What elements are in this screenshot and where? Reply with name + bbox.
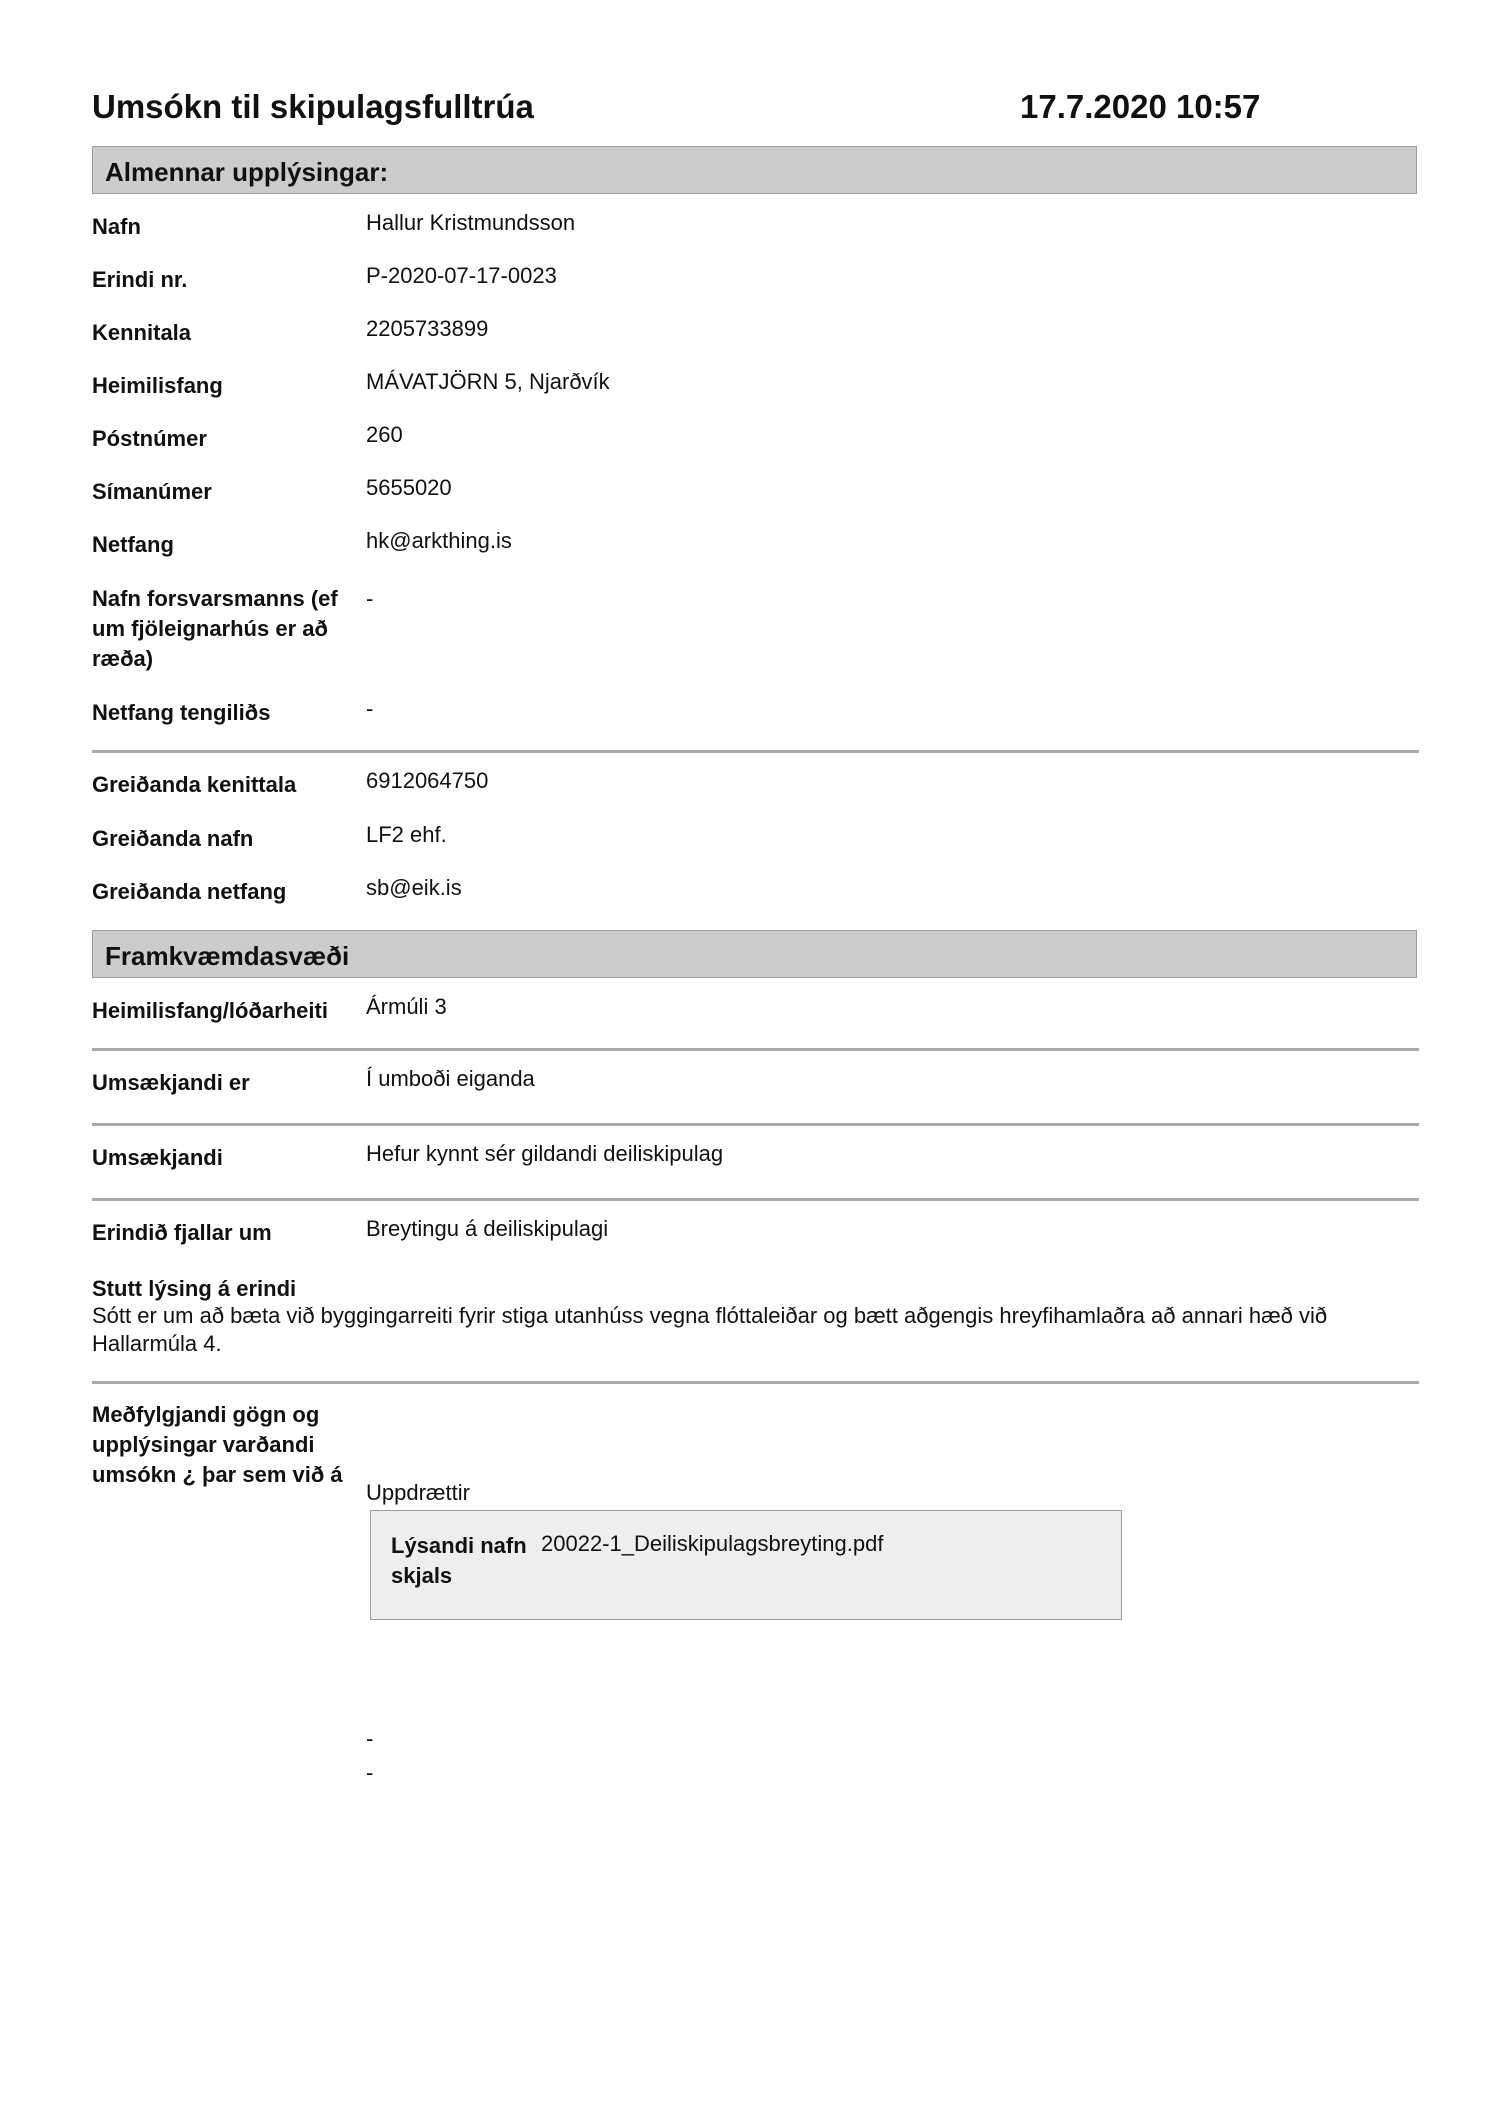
document-title: Umsókn til skipulagsfulltrúa (92, 88, 534, 125)
divider (92, 1048, 1419, 1051)
field-label: Umsækjandi (92, 1145, 223, 1170)
extra-value: - (366, 1760, 374, 1785)
attachment-category: Uppdrættir (366, 1480, 470, 1505)
field-value: Ármúli 3 (366, 994, 447, 1019)
field-label: Heimilisfang/lóðarheiti (92, 998, 328, 1023)
description-label: Stutt lýsing á erindi (92, 1276, 297, 1301)
field-value: - (366, 696, 374, 721)
field-value: 2205733899 (366, 316, 489, 341)
field-value: Breytingu á deiliskipulagi (366, 1216, 609, 1241)
field-value: MÁVATJÖRN 5, Njarðvík (366, 369, 610, 394)
field-label: Heimilisfang (92, 373, 223, 398)
extra-value: - (366, 1726, 374, 1751)
divider (92, 1381, 1419, 1384)
field-label: Erindi nr. (92, 267, 188, 292)
field-label: Símanúmer (92, 479, 212, 504)
field-value: - (366, 586, 374, 611)
field-label: Erindið fjallar um (92, 1220, 272, 1245)
section-header-general: Almennar upplýsingar: (92, 146, 1417, 194)
divider (92, 1123, 1419, 1126)
field-value: 260 (366, 422, 403, 447)
field-value: hk@arkthing.is (366, 528, 512, 553)
document-datetime: 17.7.2020 10:57 (1020, 88, 1261, 125)
field-value: P-2020-07-17-0023 (366, 263, 557, 288)
field-label: Kennitala (92, 320, 192, 345)
field-value: Í umboði eiganda (366, 1066, 535, 1091)
field-label: Netfang (92, 532, 174, 557)
field-value: 6912064750 (366, 768, 489, 793)
field-value: sb@eik.is (366, 875, 462, 900)
field-label: Umsækjandi er (92, 1070, 250, 1095)
field-label: Póstnúmer (92, 426, 207, 451)
description-text: Sótt er um að bæta við byggingarreiti fyrir stiga utanhúss vegna flóttaleiðar og bætt aðgengis hreyfihamlaðra að annari hæð við Hallarmúla 4. (92, 1303, 1328, 1356)
field-label: Netfang tengiliðs (92, 700, 271, 725)
field-value: Hefur kynnt sér gildandi deiliskipulag (366, 1141, 724, 1166)
field-label: Greiðanda netfang (92, 879, 287, 904)
attachment-file-box (370, 1510, 1122, 1620)
field-value: 5655020 (366, 475, 452, 500)
field-label: Greiðanda nafn (92, 826, 254, 851)
file-name[interactable]: 20022-1_Deiliskipulagsbreyting.pdf (541, 1531, 884, 1556)
field-value: LF2 ehf. (366, 822, 447, 847)
divider (92, 750, 1419, 753)
field-label: Greiðanda kenittala (92, 772, 297, 797)
attachments-label: Meðfylgjandi gögn og upplýsingar varðandi umsókn ¿ þar sem við á (92, 1402, 343, 1487)
divider (92, 1198, 1419, 1201)
field-label: Nafn forsvarsmanns (ef um fjöleignarhús er að ræða) (92, 586, 338, 671)
section-header-area: Framkvæmdasvæði (92, 930, 1417, 978)
field-label: Nafn (92, 214, 141, 239)
file-label: Lýsandi nafn skjals (391, 1533, 527, 1588)
field-value: Hallur Kristmundsson (366, 210, 576, 235)
